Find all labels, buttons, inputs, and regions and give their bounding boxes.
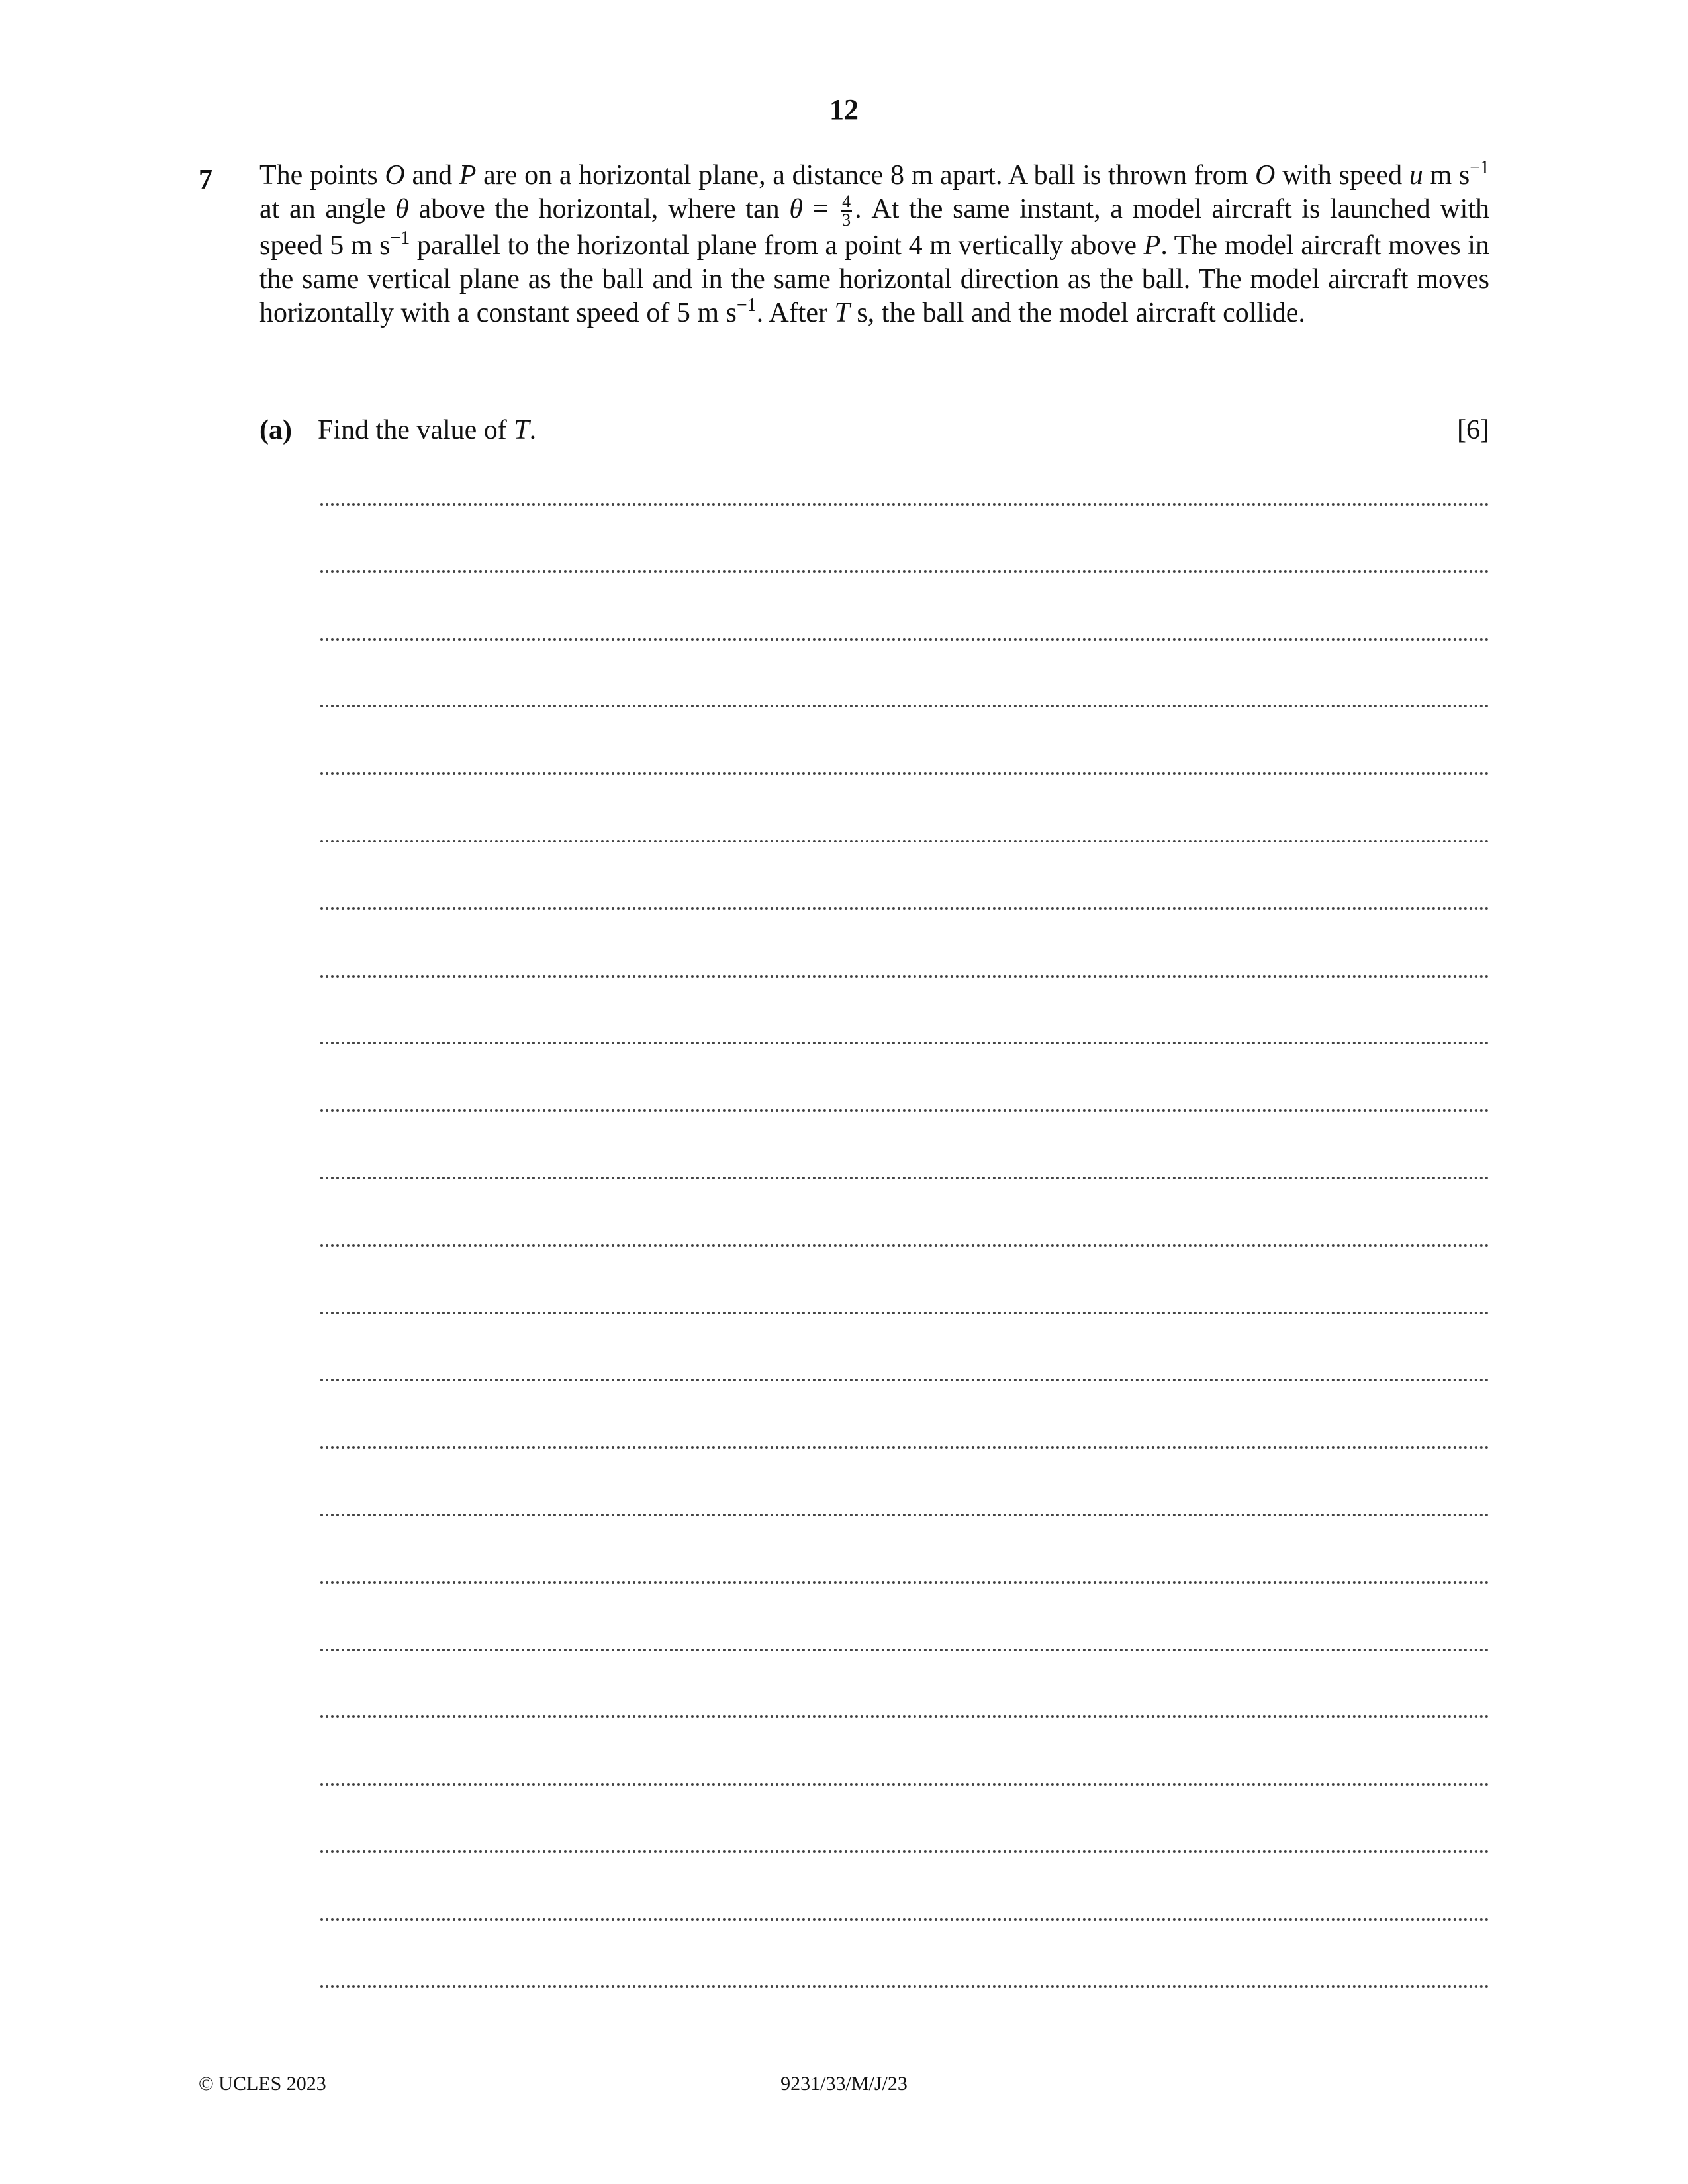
answer-area[interactable]	[320, 490, 1489, 2039]
part-a-variable: T	[514, 415, 530, 445]
footer-paper-code: 9231/33/M/J/23	[780, 2073, 908, 2095]
part-a: (a) Find the value of T. [6]	[259, 413, 1489, 447]
part-a-text: Find the value of	[318, 415, 514, 445]
answer-line[interactable]	[320, 1635, 1489, 1703]
fraction-four-thirds: $\frac{4}{3}$	[842, 192, 851, 230]
answer-line[interactable]	[320, 625, 1489, 692]
answer-line[interactable]	[320, 1096, 1489, 1163]
answer-line[interactable]	[320, 1770, 1489, 1837]
part-a-label: (a)	[259, 415, 292, 445]
answer-line[interactable]	[320, 1500, 1489, 1568]
answer-line[interactable]	[320, 1298, 1489, 1366]
answer-line[interactable]	[320, 490, 1489, 557]
answer-line[interactable]	[320, 894, 1489, 962]
answer-line[interactable]	[320, 1163, 1489, 1231]
footer-copyright: © UCLES 2023	[199, 2073, 326, 2095]
answer-line[interactable]	[320, 1972, 1489, 2040]
answer-line[interactable]	[320, 1905, 1489, 1972]
question-number: 7	[199, 165, 212, 195]
answer-line[interactable]	[320, 962, 1489, 1029]
answer-line[interactable]	[320, 1837, 1489, 1905]
answer-line[interactable]	[320, 759, 1489, 827]
answer-line[interactable]	[320, 1568, 1489, 1635]
part-a-marks: [6]	[1457, 415, 1489, 445]
answer-line[interactable]	[320, 1702, 1489, 1770]
answer-line[interactable]	[320, 1028, 1489, 1096]
answer-line[interactable]	[320, 1365, 1489, 1433]
answer-line[interactable]	[320, 827, 1489, 894]
answer-line[interactable]	[320, 1231, 1489, 1298]
answer-line[interactable]	[320, 692, 1489, 759]
page-number: 12	[829, 93, 859, 126]
answer-line[interactable]	[320, 1433, 1489, 1500]
question-text: The points O and P are on a horizontal plane, a distance 8 m apart. A ball is thrown from O with speed u m $s^{-1}$ at an angle θ above the horizontal, where tan θ = $\frac{4}{3}$ . At the same instant, a model aircraft is launched with speed 5 m $s^{-1}$ parallel to the horizontal plane from a point 4 m vertically above P. The model aircraft moves in the same vertical plane as the ball and in the same horizontal direction as the ball. The model aircraft moves horizontally with a constant speed of 5 m $s^{-1}$. After T s, the ball and the model aircraft collide.	[259, 158, 1490, 329]
answer-line[interactable]	[320, 557, 1489, 625]
